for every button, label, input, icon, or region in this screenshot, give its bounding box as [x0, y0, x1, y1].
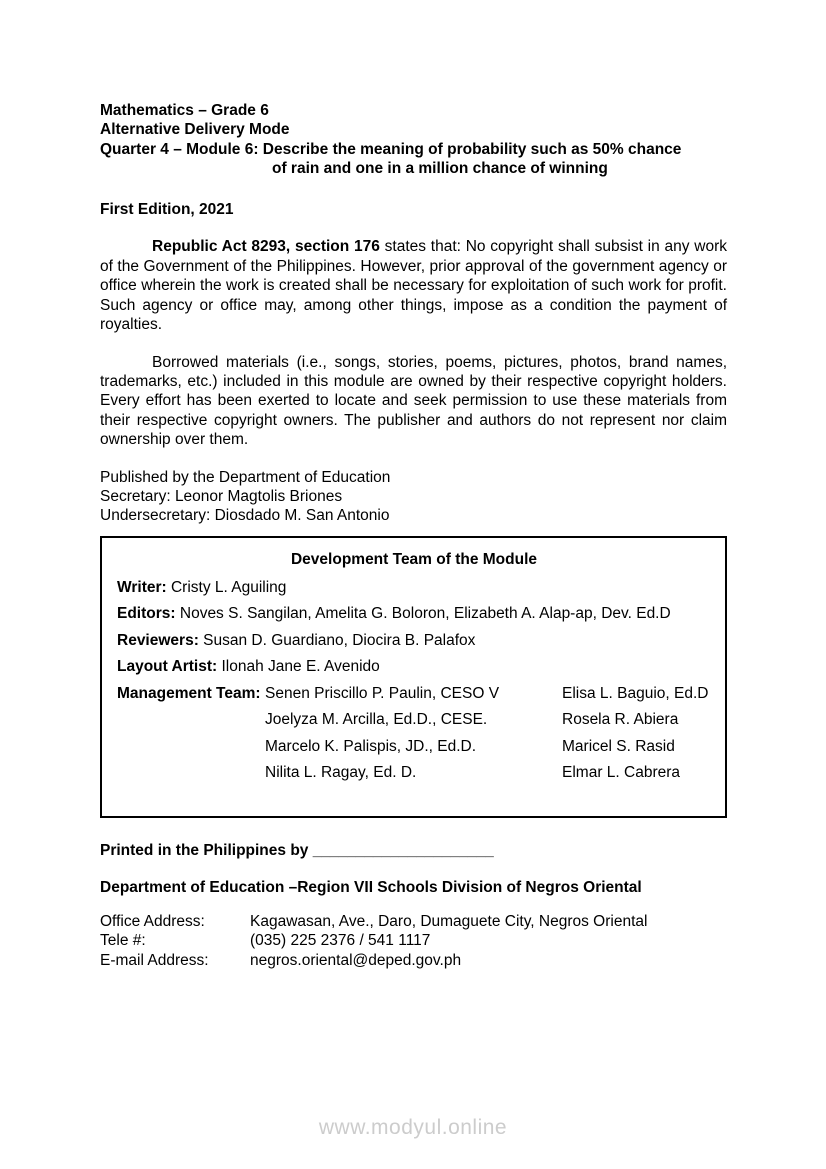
layout-artist-name: Ilonah Jane E. Avenido [221, 658, 380, 676]
module-title [100, 0, 727, 178]
division-line: Department of Education –Region VII Schools Division of Negros Oriental [100, 878, 642, 896]
published-by-line: Published by the Department of Education [100, 468, 391, 486]
edition-line: First Edition, 2021 [100, 201, 234, 219]
reviewers-row [117, 633, 711, 649]
title-line-subject: Mathematics – Grade 6 [100, 102, 269, 119]
reviewers-names: Susan D. Guardiano, Diocira B. Palafox [203, 631, 476, 649]
contact-value: Kagawasan, Ave., Daro, Dumaguete City, Negros Oriental [250, 913, 648, 931]
undersecretary-line: Undersecretary: Diosdado M. San Antonio [100, 507, 390, 525]
management-team-grid [117, 686, 711, 781]
title-line-quarter-wrap: of rain and one in a million chance of winning [272, 159, 608, 177]
management-name: Maricel S. Rasid [562, 737, 675, 755]
management-label-spacer [117, 765, 265, 781]
contact-label: Office Address: [100, 913, 205, 931]
publisher-block [100, 468, 727, 526]
page-content [100, 0, 727, 970]
secretary-line: Secretary: Leonor Magtolis Briones [100, 487, 343, 505]
development-team-box [100, 536, 727, 818]
editors-label: Editors: [117, 605, 176, 623]
editors-row [117, 606, 711, 622]
title-line-mode: Alternative Delivery Mode [100, 121, 290, 139]
management-name: Rosela R. Abiera [562, 711, 679, 729]
copyright-paragraph-1-text: states that: No copyright shall subsist in any work of the Government of the Philippines. However, prior approval of the government agency or office wherein the work is created shall be necessary for exploitation of such work for profit. Such agency or office may, among other things, impose as a condition the payment of royalties. [100, 238, 727, 334]
layout-artist-label: Layout Artist: [117, 658, 218, 676]
writer-row [117, 580, 711, 596]
editors-names: Noves S. Sangilan, Amelita G. Boloron, Elizabeth A. Alap-ap, Dev. Ed.D [179, 605, 671, 623]
printed-by-line: Printed in the Philippines by _____________________ [100, 842, 494, 860]
management-name: Elisa L. Baguio, Ed.D [562, 684, 709, 702]
copyright-paragraph-2: Borrowed materials (i.e., songs, stories, poems, pictures, photos, brand names, trademarks, etc.) included in this module are owned by their respective copyright holders. Every effort has been exerted to locate and seek permission to use these materials from their respective copyright owners. The publisher and authors do not represent nor claim ownership over them. [100, 353, 727, 449]
writer-label: Writer: [117, 578, 167, 596]
management-label-spacer [117, 712, 265, 728]
contact-value: negros.oriental@deped.gov.ph [250, 951, 462, 969]
management-name: Joelyza M. Arcilla, Ed.D., CESE. [265, 711, 488, 729]
management-name: Marcelo K. Palispis, JD., Ed.D. [265, 737, 477, 755]
management-name: Nilita L. Ragay, Ed. D. [265, 764, 417, 782]
copyright-paragraph-1 [100, 237, 727, 334]
writer-name: Cristy L. Aguiling [170, 578, 287, 596]
reviewers-label: Reviewers: [117, 631, 199, 649]
contact-value: (035) 225 2376 / 541 1117 [250, 932, 431, 950]
development-team-title: Development Team of the Module [290, 551, 538, 569]
management-name: Elmar L. Cabrera [562, 764, 681, 782]
republic-act-lead: Republic Act 8293, section 176 [152, 238, 380, 256]
management-label-spacer [117, 739, 265, 755]
management-team-label: Management Team: [117, 684, 261, 702]
contact-label: E-mail Address: [100, 951, 209, 969]
contact-table [100, 912, 727, 970]
layout-artist-row [117, 659, 711, 675]
watermark: www.modyul.online [318, 1116, 508, 1139]
title-line-quarter: Quarter 4 – Module 6: Describe the meaning of probability such as 50% chance [100, 140, 682, 158]
contact-label: Tele #: [100, 932, 146, 950]
management-name: Senen Priscillo P. Paulin, CESO V [265, 684, 500, 702]
